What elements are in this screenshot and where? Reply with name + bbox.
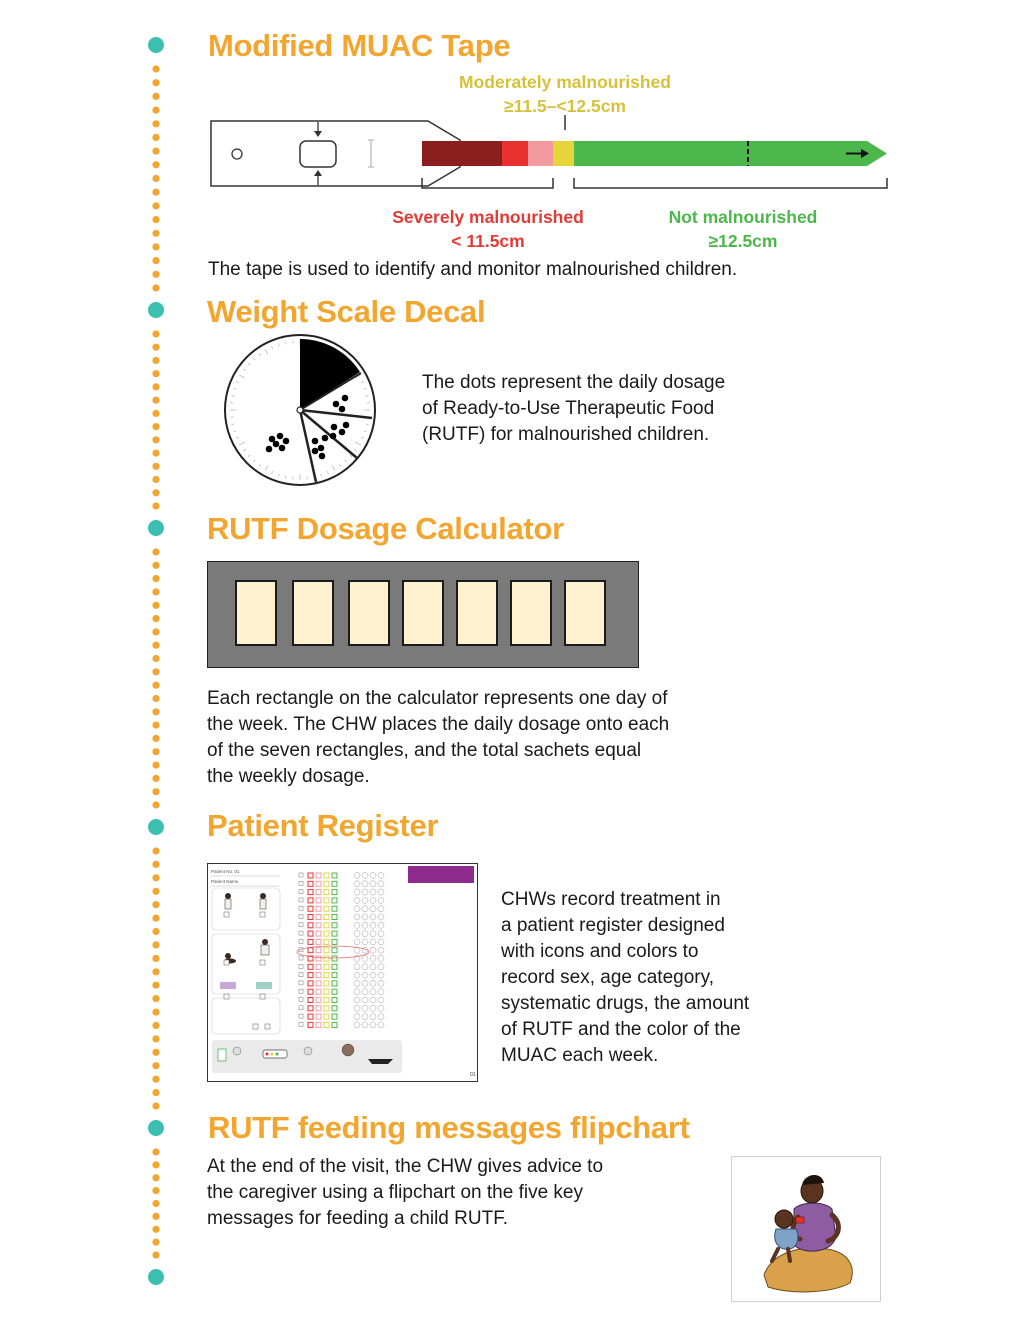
tape-severe-pink [528, 141, 553, 166]
normal-label [643, 205, 843, 253]
register-image [207, 863, 478, 1082]
calc-desc-line: the weekly dosage. [207, 766, 370, 787]
timeline-dot [152, 775, 159, 782]
flip-desc-line: At the end of the visit, the CHW gives advice to [207, 1156, 604, 1177]
timeline-dot [152, 1226, 159, 1233]
timeline-dot [152, 642, 159, 649]
tape-window [300, 141, 336, 167]
timeline-dot [152, 955, 159, 962]
timeline-dot [152, 1187, 159, 1194]
timeline-dot [152, 1148, 159, 1155]
timeline-dot [152, 788, 159, 795]
timeline-dot [152, 982, 159, 989]
timeline-dot [152, 682, 159, 689]
register-desc-line: a patient register designed [501, 915, 725, 936]
timeline-dot [152, 476, 159, 483]
caregiver-feeding-child-image [732, 1157, 880, 1301]
timeline-dot [152, 874, 159, 881]
calculator-frame [207, 561, 639, 668]
severe-bracket [422, 178, 553, 188]
calc-desc-line: the week. The CHW places the daily dosage onto each [207, 714, 670, 735]
timeline-dot [152, 655, 159, 662]
moderate-label-text: Moderately malnourished [459, 72, 671, 92]
timeline-dot [152, 1062, 159, 1069]
tape-normal [574, 141, 887, 166]
register-desc-line: systematic drugs, the amount [501, 993, 750, 1014]
register-title: Patient Register [207, 808, 439, 843]
timeline-dot [152, 148, 159, 155]
scale-title: Weight Scale Decal [207, 294, 486, 329]
timeline-dot [152, 79, 159, 86]
tape-severe-dark [422, 141, 502, 166]
timeline-dot [152, 548, 159, 555]
scale-desc-line: The dots represent the daily dosage [422, 372, 726, 393]
timeline [0, 0, 200, 1325]
flipchart-title: RUTF feeding messages flipchart [208, 1110, 690, 1145]
timeline-dot [152, 668, 159, 675]
timeline-dot [152, 65, 159, 72]
day-box [402, 580, 444, 646]
timeline-dot [152, 901, 159, 908]
timeline-dot [152, 847, 159, 854]
timeline-node [148, 1269, 164, 1285]
muac-tape [205, 110, 905, 200]
timeline-dot [152, 107, 159, 114]
severe-label [373, 205, 603, 253]
timeline-dot [152, 1239, 159, 1246]
timeline-dot [152, 502, 159, 509]
normal-range-text: ≥12.5cm [708, 231, 778, 251]
muac-title: Modified MUAC Tape [208, 28, 511, 63]
timeline-dot [152, 230, 159, 237]
timeline-dot [152, 120, 159, 127]
register-desc-line: record sex, age category, [501, 967, 714, 988]
timeline-dot [152, 1102, 159, 1109]
timeline-dot [152, 915, 159, 922]
flip-desc-line: messages for feeding a child RUTF. [207, 1208, 508, 1229]
timeline-dot [152, 762, 159, 769]
timeline-dot [152, 330, 159, 337]
timeline-dot [152, 271, 159, 278]
timeline-dot [152, 423, 159, 430]
timeline-dot [152, 1049, 159, 1056]
timeline-dot [152, 1076, 159, 1083]
calc-desc-line: Each rectangle on the calculator represents one day of [207, 688, 668, 709]
day-box [456, 580, 498, 646]
timeline-dot [152, 134, 159, 141]
timeline-dot [152, 463, 159, 470]
timeline-dot [152, 284, 159, 291]
register-header-bar [408, 866, 474, 883]
timeline-dot [152, 436, 159, 443]
timeline-dot [152, 1035, 159, 1042]
timeline-dot [152, 189, 159, 196]
flip-desc-line: the caregiver using a flipchart on the five key [207, 1182, 583, 1203]
register-desc-line: MUAC each week. [501, 1045, 659, 1066]
timeline-dots [152, 65, 159, 1258]
scale-description [422, 370, 725, 448]
timeline-node [148, 819, 164, 835]
scale-desc-line: (RUTF) for malnourished children. [422, 424, 710, 445]
tape-severe-red [502, 141, 528, 166]
timeline-dot [152, 722, 159, 729]
register-patient-name: Patient Name [211, 879, 239, 884]
timeline-dot [152, 357, 159, 364]
timeline-dot [152, 562, 159, 569]
timeline-dot [152, 1161, 159, 1168]
tape-hole [232, 149, 242, 159]
timeline-dot [152, 628, 159, 635]
normal-label-text: Not malnourished [668, 207, 818, 227]
muac-description: The tape is used to identify and monitor malnourished children. [208, 259, 738, 280]
timeline-dot [152, 344, 159, 351]
timeline-dot [152, 928, 159, 935]
svg-text:01: 01 [470, 1072, 476, 1078]
day-box [235, 580, 277, 646]
flipchart-illustration [731, 1156, 881, 1302]
severe-label-text: Severely malnourished [392, 207, 584, 227]
timeline-dot [152, 216, 159, 223]
register-description [501, 887, 749, 1069]
day-box [510, 580, 552, 646]
day-box [564, 580, 606, 646]
register-desc-line: CHWs record treatment in [501, 889, 721, 910]
tape-moderate [553, 141, 574, 166]
register-desc-line: with icons and colors to [501, 941, 699, 962]
day-box [292, 580, 334, 646]
timeline-dot [152, 1089, 159, 1096]
timeline-dot [152, 588, 159, 595]
timeline-dot [152, 968, 159, 975]
timeline-dot [152, 735, 159, 742]
day-box [348, 580, 390, 646]
timeline-dot [152, 861, 159, 868]
timeline-dot [152, 450, 159, 457]
timeline-dot [152, 370, 159, 377]
timeline-dot [152, 995, 159, 1002]
scale-desc-line: of Ready-to-Use Therapeutic Food [422, 398, 715, 419]
timeline-dot [152, 1174, 159, 1181]
timeline-dot [152, 801, 159, 808]
timeline-dot [152, 615, 159, 622]
timeline-dot [152, 1200, 159, 1207]
timeline-dot [152, 748, 159, 755]
timeline-dot [152, 161, 159, 168]
timeline-dot [152, 602, 159, 609]
timeline-dot [152, 888, 159, 895]
timeline-dot [152, 708, 159, 715]
moderate-range-text: ≥11.5–<12.5cm [503, 96, 626, 116]
timeline-dot [152, 1009, 159, 1016]
register-form [208, 864, 477, 1081]
timeline-dot [152, 1022, 159, 1029]
register-patient-no: Patient No. 01 [211, 869, 240, 874]
timeline-dot [152, 175, 159, 182]
register-desc-line: of RUTF and the color of the [501, 1019, 741, 1040]
timeline-node [148, 520, 164, 536]
timeline-dot [152, 397, 159, 404]
calculator-title: RUTF Dosage Calculator [207, 511, 564, 546]
timeline-dot [152, 695, 159, 702]
calc-desc-line: of the seven rectangles, and the total sachets equal [207, 740, 642, 761]
timeline-dot [152, 489, 159, 496]
flipchart-description [207, 1154, 603, 1232]
timeline-dot [152, 93, 159, 100]
scale-decal [220, 330, 380, 490]
timeline-dot [152, 941, 159, 948]
timeline-dot [152, 243, 159, 250]
timeline-dot [152, 410, 159, 417]
timeline-dot [152, 575, 159, 582]
normal-bracket [574, 178, 887, 188]
severe-range-text: < 11.5cm [451, 231, 525, 251]
timeline-node [148, 302, 164, 318]
timeline-node [148, 1120, 164, 1136]
timeline-dot [152, 1213, 159, 1220]
timeline-node [148, 37, 164, 53]
calculator-description [207, 686, 669, 790]
timeline-dot [152, 1251, 159, 1258]
timeline-dot [152, 202, 159, 209]
timeline-dot [152, 257, 159, 264]
timeline-dot [152, 383, 159, 390]
